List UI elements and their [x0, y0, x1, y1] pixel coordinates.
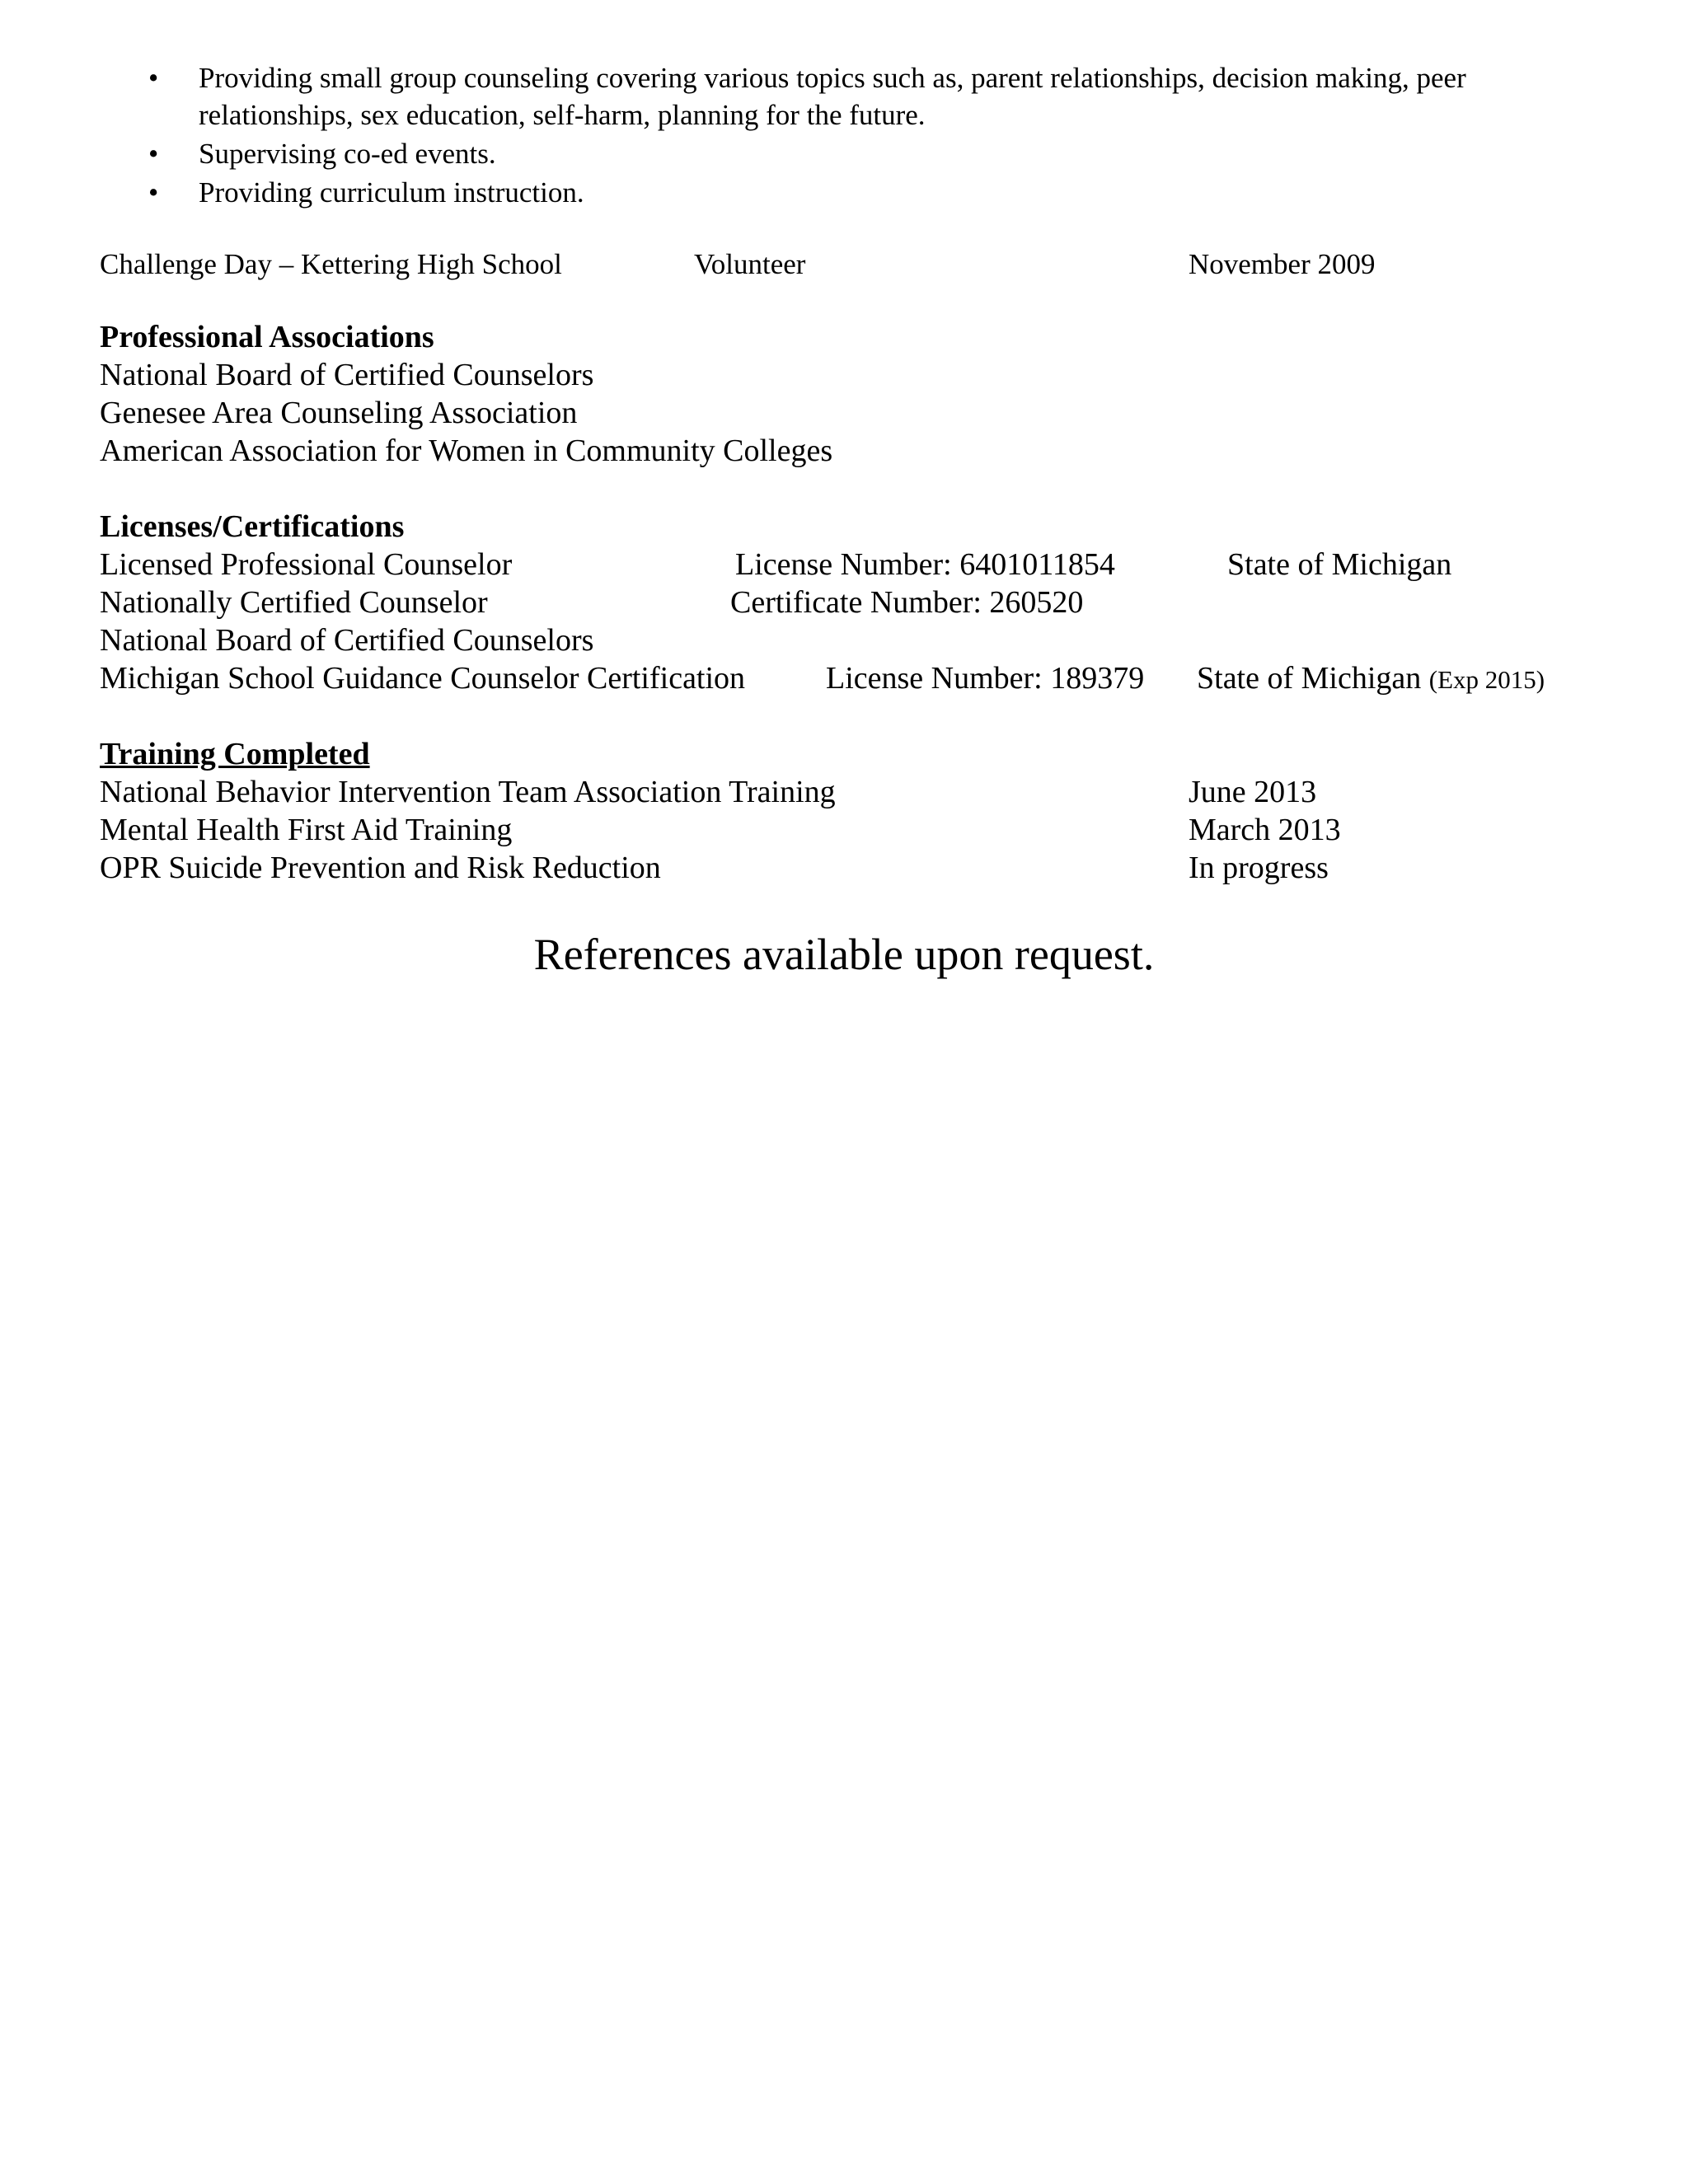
- duty-text: Supervising co-ed events.: [199, 138, 496, 170]
- bullet-icon: •: [148, 138, 159, 170]
- duty-item: [0, 135, 1550, 172]
- association-item: National Board of Certified Counselors: [100, 358, 594, 392]
- association-item: Genesee Area Counseling Association: [100, 396, 578, 430]
- duty-item: [0, 174, 1550, 211]
- training-date: In progress: [1189, 851, 1329, 885]
- associations-heading: Professional Associations: [100, 320, 434, 354]
- license-expiration: (Exp 2015): [1428, 665, 1545, 694]
- duty-text: Providing small group counseling covering various topics such as, parent relationships, decision making, peer relationships, sex education, self-harm, planning for the future.: [199, 62, 1466, 131]
- volunteer-date: November 2009: [1189, 248, 1376, 280]
- license-name: Michigan School Guidance Counselor Certification: [100, 661, 746, 696]
- training-name: National Behavior Intervention Team Association Training: [100, 775, 836, 809]
- license-name: National Board of Certified Counselors: [100, 623, 594, 658]
- license-number: License Number: 189379: [826, 661, 1145, 696]
- duty-item: [0, 59, 1550, 134]
- volunteer-organization: Challenge Day – Kettering High School: [100, 248, 562, 280]
- references-note: References available upon request.: [533, 930, 1155, 979]
- bullet-icon: •: [148, 176, 159, 209]
- licenses-heading: Licenses/Certifications: [100, 509, 405, 544]
- license-state: State of Michigan: [1197, 661, 1422, 696]
- duties-list: [0, 59, 1688, 213]
- training-date: March 2013: [1189, 813, 1341, 847]
- training-heading: Training Completed: [100, 737, 370, 771]
- association-item: American Association for Women in Community Colleges: [100, 434, 833, 468]
- volunteer-role: Volunteer: [694, 248, 806, 280]
- training-name: OPR Suicide Prevention and Risk Reduction: [100, 851, 661, 885]
- certificate-number: Certificate Number: 260520: [730, 585, 1084, 620]
- duty-text: Providing curriculum instruction.: [199, 176, 584, 209]
- license-name: Licensed Professional Counselor: [100, 547, 513, 582]
- training-name: Mental Health First Aid Training: [100, 813, 513, 847]
- training-date: June 2013: [1189, 775, 1317, 809]
- license-number: License Number: 6401011854: [735, 547, 1115, 582]
- license-state: State of Michigan: [1227, 547, 1452, 582]
- bullet-icon: •: [148, 62, 159, 94]
- license-name: Nationally Certified Counselor: [100, 585, 488, 620]
- license-state-with-exp: [1197, 659, 1545, 699]
